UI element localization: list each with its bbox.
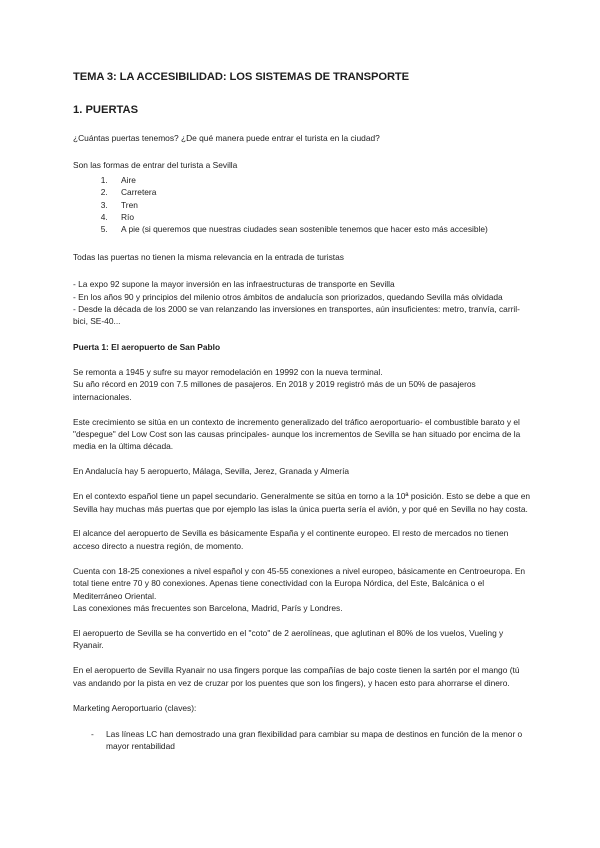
paragraph: En el aeropuerto de Sevilla Ryanair no usa fingers porque las compañías de bajo coste tienen la sartén por el mango (tú vas andando por la pista en vez de cruzar por los puentes que son los fingers), y hacen esto para ahorrarse el dinero. — [73, 665, 520, 688]
list-item: 2. Carretera — [110, 186, 533, 198]
bullet-list — [73, 728, 533, 753]
list-item — [91, 728, 533, 753]
paragraph: En el contexto español tiene un papel secundario. Generalmente se sitúa en torno a la 10ª posición. Esto se debe a que en Sevilla hay muchas más puertas que por ejemplo las islas la única puerta sería el avión, y por qué en Sevilla no hay costa. — [73, 491, 531, 514]
paragraph: El aeropuerto de Sevilla se ha convertido en el "coto" de 2 aerolíneas, que aglutinan el 80% de los vuelos, Vueling y Ryanair. — [73, 627, 504, 651]
document-page — [73, 70, 533, 753]
question-paragraph: ¿Cuántas puertas tenemos? ¿De qué manera puede entrar el turista en la ciudad? — [73, 133, 380, 143]
fact-line: - En los años 90 y principios del milenio otros ámbitos de andalucía son priorizados, quedando Sevilla más olvidada — [73, 291, 503, 302]
dash-bullet: - — [91, 728, 94, 739]
paragraph: Marketing Aeroportuario (claves): — [73, 702, 197, 713]
paragraph: Cuenta con 18-25 conexiones a nivel español y con 45-55 conexiones a nivel europeo, básicamente en Centroeuropa. En total tiene entre 70 y 80 conexiones. Apenas tiene conectividad con la Europa Nórdica, del Este, Balcánica o el Mediterráneo Oriental. — [73, 565, 526, 601]
list-item: 1. Aire — [110, 174, 533, 186]
paragraph: Las conexiones más frecuentes son Barcelona, Madrid, París y Londres. — [73, 602, 343, 613]
facts-block — [73, 278, 533, 328]
paragraph: El alcance del aeropuerto de Sevilla es básicamente España y el continente europeo. El resto de mercados no tienen acceso directo a nuestra región, de momento. — [73, 528, 509, 551]
entry-list — [73, 174, 533, 236]
paragraph: Este crecimiento se sitúa en un contexto de incremento generalizado del tráfico aeroportuario- el combustible barato y el "despegue" del Low Cost son las causas principales- aunque los incrementos de Sevilla se han situado por encima de la media en la última década. — [73, 416, 521, 452]
list-item: 3. Tren — [110, 199, 533, 211]
relevance-paragraph: Todas las puertas no tienen la misma relevancia en la entrada de turistas — [73, 251, 344, 262]
section-heading-puertas: 1. PUERTAS — [73, 104, 139, 116]
history-block — [73, 366, 533, 403]
document-title: TEMA 3: LA ACCESIBILIDAD: LOS SISTEMAS DE TRANSPORTE — [73, 71, 410, 83]
fact-line: - La expo 92 supone la mayor inversión en las infraestructuras de transporte en Sevilla — [73, 279, 395, 290]
paragraph: Su año récord en 2019 con 7.5 millones de pasajeros. En 2018 y 2019 registró más de un 50% de pasajeros internacionales. — [73, 379, 476, 402]
paragraph: Se remonta a 1945 y sufre su mayor remodelación en 19992 con la nueva terminal. — [73, 366, 383, 377]
subheading-aeropuerto: Puerta 1: El aeropuerto de San Pablo — [73, 341, 221, 352]
connections-block — [73, 565, 533, 615]
intro-paragraph: Son las formas de entrar del turista a Sevilla — [73, 160, 238, 171]
bullet-text: Las líneas LC han demostrado una gran flexibilidad para cambiar su mapa de destinos en función de la menor o mayor rentabilidad — [106, 728, 523, 752]
paragraph: En Andalucía hay 5 aeropuerto, Málaga, Sevilla, Jerez, Granada y Almería — [73, 466, 350, 477]
fact-line: - Desde la década de los 2000 se van relanzando las inversiones en transportes, aún insuficientes: metro, tranvía, carril-bici, SE-40... — [73, 304, 520, 327]
list-item: 5. A pie (si queremos que nuestras ciudades sean sostenible tenemos que hacer esto más accesible) — [110, 223, 533, 235]
list-item: 4. Río — [110, 211, 533, 223]
